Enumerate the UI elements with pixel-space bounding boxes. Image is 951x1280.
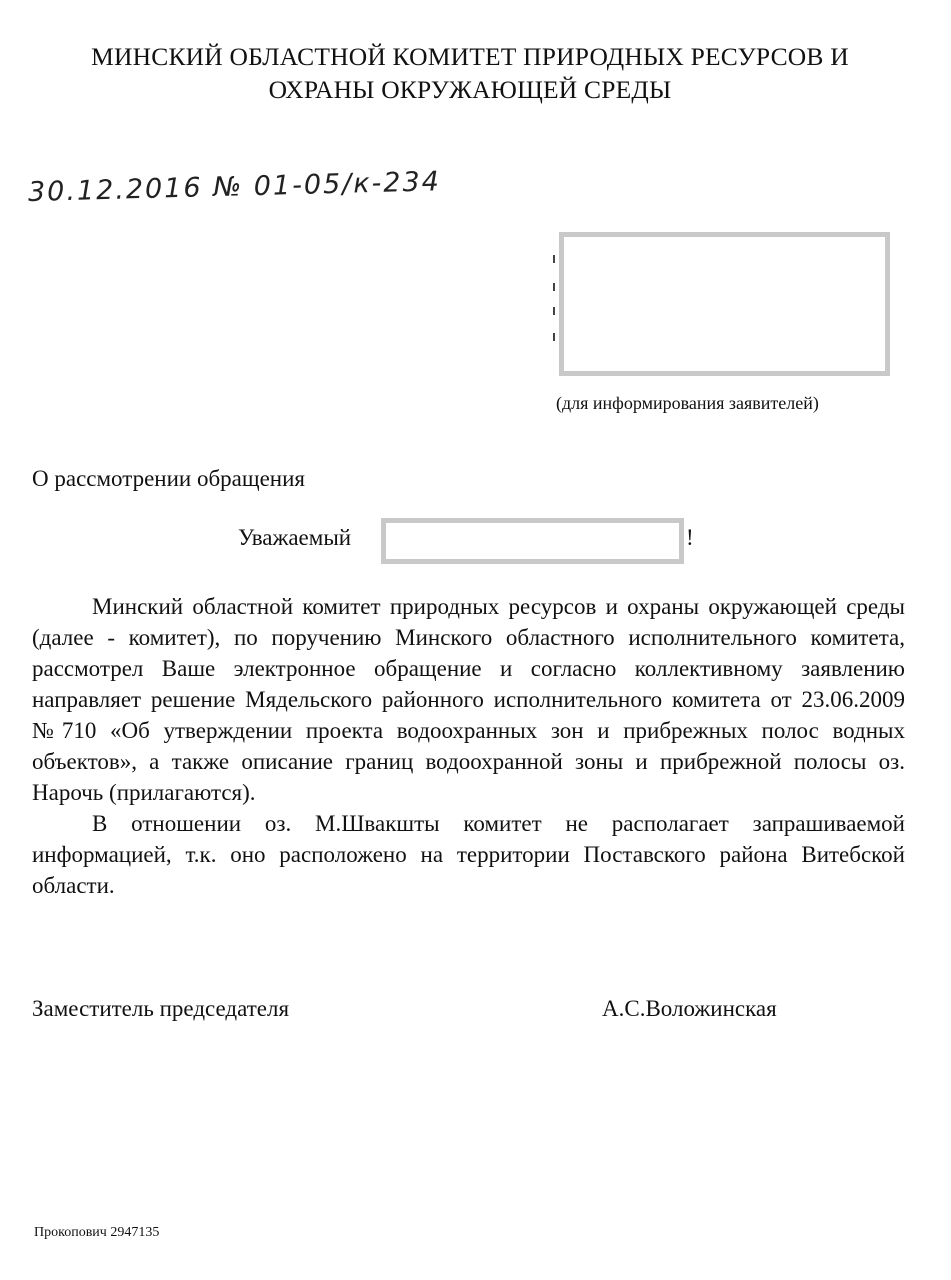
recipient-redaction-box xyxy=(559,232,890,376)
letter-subject: О рассмотрении обращения xyxy=(32,466,305,491)
greeting-text: Уважаемый xyxy=(238,525,352,550)
letterhead-line-2: ОХРАНЫ ОКРУЖАЮЩЕЙ СРЕДЫ xyxy=(268,75,672,104)
letter-body xyxy=(32,591,905,901)
margin-marks xyxy=(553,255,557,345)
body-paragraph-1: Минский областной комитет природных ресурсов и охраны окружающей среды (далее - комитет), по поручению Минского областного исполнительного комитета, рассмотрел Ваше электронное обращение и согласно коллективному заявлению направляет решение Мядельского районного исполнительного комитета от 23.06.2009 №710 «Об утверждении проекта водоохранных зон и прибрежных полос водных объектов», а также описание границ водоохранной зоны и прибрежной полосы оз. Нарочь (прилагаются). xyxy=(32,594,905,805)
handwritten-reference: 30.12.2016 № 01-05/к-234 xyxy=(27,166,442,208)
letterhead xyxy=(40,40,900,106)
greeting-exclamation: ! xyxy=(686,525,694,550)
recipient-note: (для информирования заявителей) xyxy=(556,393,819,413)
body-paragraph-2: В отношении оз. М.Швакшты комитет не располагает запрашиваемой информацией, т.к. оно расположено на территории Поставского района Витебской области. xyxy=(32,811,905,898)
footer-contact: Прокопович 2947135 xyxy=(34,1225,160,1240)
signature-name: А.С.Воложинская xyxy=(602,996,777,1021)
signature-title: Заместитель председателя xyxy=(32,996,290,1021)
name-redaction-box xyxy=(381,518,684,564)
letterhead-line-1: МИНСКИЙ ОБЛАСТНОЙ КОМИТЕТ ПРИРОДНЫХ РЕСУРСОВ И xyxy=(91,42,849,71)
